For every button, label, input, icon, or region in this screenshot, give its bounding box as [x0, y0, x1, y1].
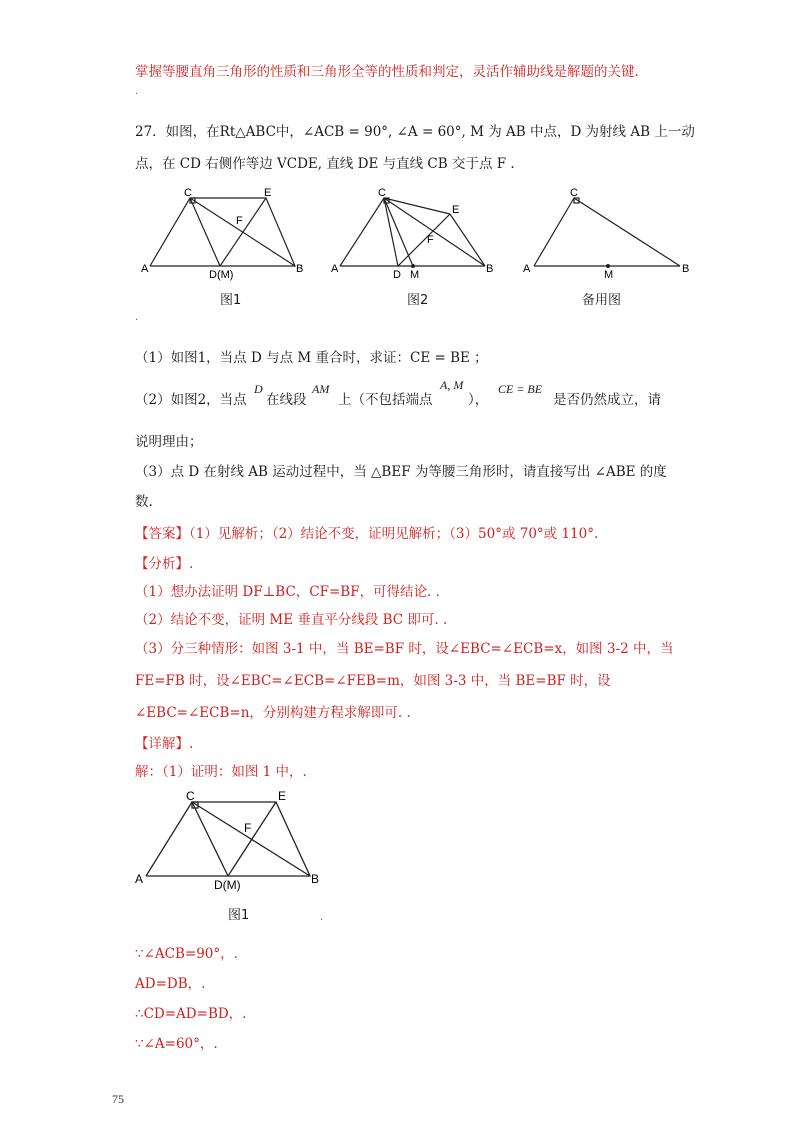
fig1-label-f: F — [236, 215, 243, 227]
analysis-label: 【分析】. — [135, 556, 194, 572]
figure-2 — [330, 186, 500, 282]
question-2-part-b: 在线段 — [266, 392, 307, 408]
detail-label: 【详解】. — [135, 736, 194, 752]
fig1-label-e: E — [264, 187, 272, 199]
question-2-part-e: 是否仍然成立，请 — [553, 392, 661, 408]
detail-step-3: ∴CD=AD=BD，. — [135, 1006, 247, 1022]
answer-text: （1）见解析；（2）结论不变，证明见解析；（3）50°或 70°或 110°. — [189, 526, 599, 542]
detail-fig-label-c: C — [186, 789, 195, 803]
analysis-line-1: （1）想办法证明 DF⊥BC，CF=BF，可得结论. . — [135, 584, 440, 600]
detail-fig-caption: 图1 — [228, 908, 250, 923]
question-2-am2: A, M — [440, 378, 464, 392]
fig3-label-b: B — [682, 263, 690, 275]
question-3-line-2: 数. — [135, 494, 153, 510]
mark-dot: . — [135, 312, 139, 323]
page-number: 75 — [112, 1092, 124, 1106]
analysis-line-5: ∠EBC=∠ECB=n，分别构建方程求解即可. . — [135, 705, 411, 721]
question-2-am: AM — [312, 382, 330, 396]
detail-fig-label-a: A — [135, 872, 144, 886]
detail-fig-label-e: E — [278, 789, 287, 803]
problem-line-1: 27．如图，在Rt△ABC中，∠ACB = 90°, ∠A = 60°, M 为 AB 中点，D 为射线 AB 上一动 — [135, 124, 695, 140]
fig1-label-c: C — [184, 187, 192, 199]
detail-figure-1 — [132, 788, 332, 892]
fig2-label-f: F — [427, 234, 434, 246]
fig3-label-a: A — [523, 263, 531, 275]
fig2-caption: 图2 — [407, 293, 429, 308]
fig1-caption: 图1 — [220, 293, 242, 308]
question-2-part-d: ）， — [468, 392, 489, 408]
detail-fig-label-dm: D(M) — [214, 878, 241, 892]
fig1-label-a: A — [141, 263, 149, 275]
fig1-label-dm: D(M) — [209, 269, 234, 281]
detail-fig-label-b: B — [311, 872, 320, 886]
detail-fig-label-f: F — [244, 821, 252, 835]
question-1: （1）如图1，当点 D 与点 M 重合时，求证：CE = BE ； — [135, 350, 488, 366]
fig3-caption: 备用图 — [582, 293, 622, 308]
detail-step-4: ∵∠A=60°，. — [135, 1036, 218, 1052]
mark-dot: . — [135, 86, 139, 97]
question-2-line-2: 说明理由； — [135, 434, 203, 450]
analysis-line-4: FE=FB 时，设∠EBC=∠ECB=∠FEB=m，如图 3-3 中，当 BE=BF 时，设 — [135, 673, 611, 689]
fig2-label-m: M — [410, 269, 420, 281]
fig3-label-m: M — [604, 269, 614, 281]
problem-line-2: 点，在 CD 右侧作等边 VCDE, 直线 DE 与直线 CB 交于点 F . — [135, 156, 515, 172]
mark-dot: . — [320, 912, 324, 923]
fig2-label-c: C — [378, 187, 386, 199]
fig2-label-e: E — [452, 204, 460, 216]
question-2-part-c: 上（不包括端点 — [338, 392, 433, 408]
fig2-label-a: A — [331, 263, 339, 275]
question-2-eq: CE = BE — [498, 382, 543, 396]
header-note: 掌握等腰直角三角形的性质和三角形全等的性质和判定，灵活作辅助线是解题的关键. — [135, 64, 639, 80]
fig2-label-d: D — [393, 269, 401, 281]
figure-1 — [140, 186, 310, 282]
answer-line — [135, 524, 598, 544]
figure-3 — [520, 186, 700, 282]
detail-step-2: AD=DB，. — [135, 976, 206, 992]
detail-line-1: 解：（1）证明：如图 1 中，. — [135, 764, 307, 780]
analysis-line-3: （3）分三种情形：如图 3-1 中，当 BE=BF 时，设∠EBC=∠ECB=x，如图 3-2 中，当 — [135, 641, 674, 657]
fig1-label-b: B — [296, 263, 304, 275]
question-3: （3）点 D 在射线 AB 运动过程中，当 △BEF 为等腰三角形时，请直接写出 ∠ABE 的度 — [135, 464, 667, 480]
analysis-line-2: （2）结论不变，证明 ME 垂直平分线段 BC 即可. . — [135, 612, 448, 628]
fig3-label-c: C — [570, 187, 578, 199]
question-2-d: D — [254, 382, 263, 396]
answer-label: 【答案】 — [135, 526, 189, 542]
detail-step-1: ∵∠ACB=90°，. — [135, 946, 238, 962]
fig2-label-b: B — [486, 263, 494, 275]
question-2-part-a: （2）如图2，当点 — [135, 392, 247, 408]
